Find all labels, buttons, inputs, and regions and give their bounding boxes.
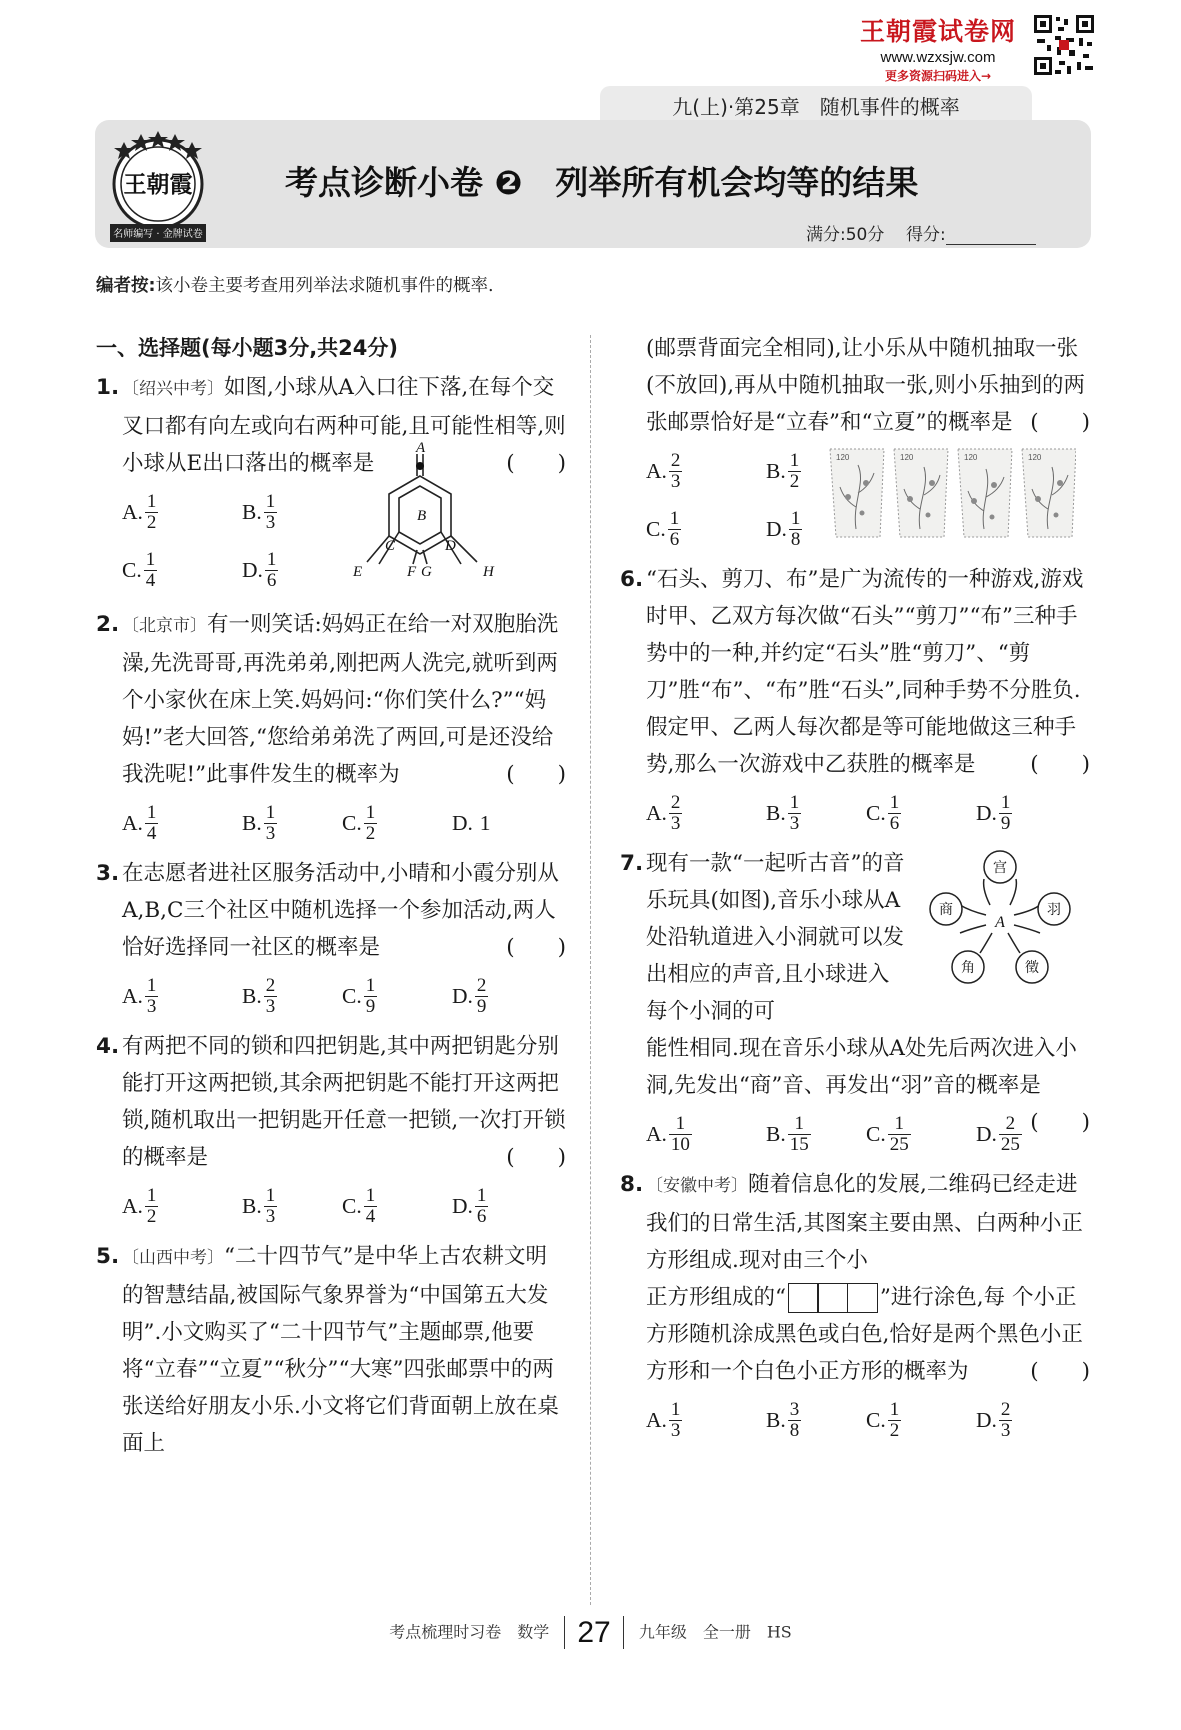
question-source: 〔北京市〕 bbox=[122, 616, 207, 636]
option-b[interactable]: B. $\frac{1}{3}$ bbox=[766, 791, 800, 834]
question-text: (邮票背面完全相同),让小乐从中随机抽取一张(不放回),再从中随机抽取一张,则小乐抽到的两张邮票恰好是“立春”和“立夏”的概率是 bbox=[646, 336, 1085, 435]
question-text: 能性相同.现在音乐小球从A处先后两次进入小洞,先发出“商”音、再发出“羽”音的概率是 bbox=[646, 1036, 1077, 1098]
brand-block bbox=[838, 12, 1038, 84]
score-line bbox=[806, 220, 1036, 245]
question-number: 8. bbox=[620, 1172, 644, 1197]
question-source: 〔绍兴中考〕 bbox=[122, 379, 224, 399]
option-a[interactable]: A. $\frac{2}{3}$ bbox=[646, 791, 681, 834]
question-source: 〔安徽中考〕 bbox=[646, 1176, 748, 1196]
options-row bbox=[646, 441, 801, 501]
option-d[interactable]: D. $\frac{2}{9}$ bbox=[452, 974, 487, 1017]
stamp-value: 120 bbox=[1028, 453, 1042, 462]
ball-path-figure bbox=[347, 440, 527, 580]
option-a[interactable]: A. $\frac{1}{3}$ bbox=[646, 1398, 681, 1441]
column-divider bbox=[590, 335, 591, 1605]
editor-note bbox=[96, 272, 494, 297]
question-text: 现有一款“一起听古音”的音乐玩具(如图),音乐小球从A处沿轨道进入小洞就可以发出相应的声音,且小球进入每个小洞的可 bbox=[646, 851, 905, 1024]
options-row bbox=[122, 793, 566, 853]
question-text: 如图,小球从A入口往下落,在每个交叉口都有向左或向右两种可能,且可能性相等,则小球从E出口落出的概率是 bbox=[122, 375, 566, 476]
question-text: “二十四节气”是中华上古农耕文明的智慧结晶,被国际气象界誉为“中国第五大发明”.小文购买了“二十四节气”主题邮票,他要将“立春”“立夏”“秋分”“大寒”四张邮票中的两张送给好朋友小乐.小文将它们背面朝上放在桌面上 bbox=[122, 1244, 559, 1456]
answer-paren[interactable]: ( ) bbox=[506, 1145, 566, 1170]
question-4 bbox=[96, 1028, 566, 1236]
page-footer bbox=[0, 1616, 1181, 1650]
stamp-value: 120 bbox=[964, 453, 978, 462]
stamp-value: 120 bbox=[900, 453, 914, 462]
label-e: E bbox=[353, 564, 363, 580]
question-5 bbox=[96, 1238, 566, 1462]
full-score: 满分:50分 bbox=[806, 225, 885, 245]
option-d[interactable]: D. 1 bbox=[452, 810, 491, 835]
question-number: 3. bbox=[96, 861, 120, 886]
option-c[interactable]: C. $\frac{1}{6}$ bbox=[646, 507, 680, 550]
question-number: 1. bbox=[96, 375, 120, 400]
option-a[interactable]: A. $\frac{1}{10}$ bbox=[646, 1112, 690, 1155]
options-row bbox=[646, 1390, 1090, 1450]
footer-left: 考点梳理时习卷 数学 bbox=[389, 1622, 550, 1642]
question-text: “石头、剪刀、布”是广为流传的一种游戏,游戏时甲、乙双方每次做“石头”“剪刀”“布”三种手势中的一种,并约定“石头”胜“剪刀”、“剪刀”胜“布”、“布”胜“石头”,同种手势不分胜负.假定甲、乙两人每次都是等可能地做这三种手势,那么一次游戏中乙获胜的概率是 bbox=[646, 567, 1084, 777]
option-c[interactable]: C. $\frac{1}{2}$ bbox=[342, 801, 376, 844]
question-text: 随着信息化的发展,二维码已经走进我们的日常生活,其图案主要由黑、白两种小正方形组成.现对由三个小 bbox=[646, 1172, 1083, 1273]
option-d[interactable]: D. $\frac{1}{8}$ bbox=[766, 507, 801, 550]
option-c[interactable]: C. $\frac{1}{6}$ bbox=[866, 791, 900, 834]
footer-right: 九年级 全一册 HS bbox=[638, 1622, 792, 1642]
answer-paren[interactable]: ( ) bbox=[1030, 1110, 1090, 1135]
brand-name: 王朝霞试卷网 bbox=[859, 17, 1016, 46]
stamps-figure bbox=[826, 443, 1076, 543]
option-d[interactable]: D. $\frac{1}{6}$ bbox=[242, 548, 277, 591]
wangzhaoxia-logo-icon bbox=[104, 128, 212, 246]
options-row bbox=[122, 540, 278, 600]
qr-code-icon[interactable] bbox=[1033, 14, 1095, 76]
question-number: 7. bbox=[620, 851, 644, 876]
label-f: F bbox=[407, 564, 417, 580]
option-b[interactable]: B. $\frac{3}{8}$ bbox=[766, 1398, 800, 1441]
answer-paren[interactable]: ( ) bbox=[506, 451, 566, 476]
paper-title: 考点诊断小卷 ❷ 列举所有机会均等的结果 bbox=[285, 163, 919, 202]
option-c[interactable]: C. $\frac{1}{4}$ bbox=[342, 1184, 376, 1227]
question-5-continued bbox=[620, 330, 1090, 559]
question-3 bbox=[96, 855, 566, 1026]
note-zhi: 徵 bbox=[1025, 960, 1039, 976]
question-number: 5. bbox=[96, 1244, 120, 1269]
question-number: 2. bbox=[96, 612, 120, 637]
score-label: 得分: bbox=[905, 225, 946, 245]
section-title: 一、选择题(每小题3分,共24分) bbox=[96, 336, 399, 360]
question-6 bbox=[620, 561, 1090, 843]
option-c[interactable]: C. $\frac{1}{25}$ bbox=[866, 1112, 909, 1155]
option-c[interactable]: C. $\frac{1}{2}$ bbox=[866, 1398, 900, 1441]
option-a[interactable]: A. $\frac{1}{2}$ bbox=[122, 490, 157, 533]
option-a[interactable]: A. $\frac{1}{3}$ bbox=[122, 974, 157, 1017]
option-b[interactable]: B. $\frac{1}{3}$ bbox=[242, 801, 276, 844]
answer-paren[interactable]: ( ) bbox=[506, 762, 566, 787]
options-row bbox=[646, 1104, 1030, 1164]
center-label: A bbox=[995, 914, 1005, 931]
chapter-tab: 九(上)·第25章 随机事件的概率 bbox=[600, 86, 1032, 124]
question-7 bbox=[620, 845, 1090, 1164]
editor-note-text: 该小卷主要考查用列举法求随机事件的概率. bbox=[155, 276, 494, 296]
page-number: 27 bbox=[564, 1616, 623, 1649]
options-row bbox=[646, 499, 802, 559]
option-b[interactable]: B. $\frac{1}{15}$ bbox=[766, 1112, 809, 1155]
question-2 bbox=[96, 606, 566, 853]
logo-ribbon: 名师编写 · 金牌试卷 bbox=[113, 229, 203, 240]
label-c: C bbox=[385, 538, 396, 554]
note-gong: 宫 bbox=[993, 860, 1007, 876]
three-square-figure bbox=[788, 1285, 878, 1310]
label-h: H bbox=[483, 564, 494, 580]
right-column bbox=[620, 330, 1090, 1450]
question-text: 正方形组成的“ bbox=[646, 1285, 786, 1310]
question-text: 有两把不同的锁和四把钥匙,其中两把钥匙分别能打开这两把锁,其余两把钥匙不能打开这两把锁,随机取出一把钥匙开任意一把锁,一次打开锁的概率是 bbox=[122, 1034, 566, 1170]
label-g: G bbox=[421, 564, 432, 580]
question-8 bbox=[620, 1166, 1090, 1450]
stamp-value: 120 bbox=[836, 453, 850, 462]
option-d[interactable]: D. $\frac{2}{3}$ bbox=[976, 1398, 1011, 1441]
label-a: A bbox=[416, 440, 426, 456]
note-yu: 羽 bbox=[1047, 902, 1061, 918]
question-text: 在志愿者进社区服务活动中,小晴和小霞分别从A,B,C三个社区中随机选择一个参加活动,两人恰好选择同一社区的概率是 bbox=[122, 861, 559, 960]
editor-note-label: 编者按: bbox=[96, 276, 156, 296]
option-d[interactable]: D. $\frac{2}{25}$ bbox=[976, 1112, 1020, 1155]
answer-paren[interactable]: ( ) bbox=[506, 935, 566, 960]
brand-url[interactable]: www.wzxsjw.com bbox=[880, 49, 996, 66]
options-row bbox=[122, 966, 566, 1026]
question-text: ”进行涂色,每 bbox=[879, 1285, 1006, 1310]
answer-paren[interactable]: ( ) bbox=[1030, 410, 1090, 435]
option-b[interactable]: B. $\frac{1}{2}$ bbox=[766, 449, 800, 492]
logo-name: 王朝霞 bbox=[123, 171, 193, 198]
option-c[interactable]: C. $\frac{1}{4}$ bbox=[122, 548, 156, 591]
brand-scan-text: 更多资源扫码进入→ bbox=[884, 69, 992, 83]
question-text: 有一则笑话:妈妈正在给一对双胞胎洗澡,先洗哥哥,再洗弟弟,刚把两人洗完,就听到两个小家伙在床上笑.妈妈问:“你们笑什么?”“妈妈!”老大回答,“您给弟弟洗了两回,可是还没给我洗呢!”此事件发生的概率为 bbox=[122, 612, 559, 787]
option-c[interactable]: C. $\frac{1}{9}$ bbox=[342, 974, 376, 1017]
music-toy-figure bbox=[920, 849, 1080, 989]
option-a[interactable]: A. $\frac{2}{3}$ bbox=[646, 449, 681, 492]
label-d: D bbox=[445, 538, 456, 554]
answer-paren[interactable]: ( ) bbox=[1030, 1359, 1090, 1384]
options-row bbox=[646, 783, 1090, 843]
question-source: 〔山西中考〕 bbox=[122, 1248, 224, 1268]
question-1 bbox=[96, 369, 566, 602]
option-b[interactable]: B. $\frac{1}{3}$ bbox=[242, 1184, 276, 1227]
score-blank[interactable] bbox=[946, 229, 1036, 245]
option-a[interactable]: A. $\frac{1}{2}$ bbox=[122, 1184, 157, 1227]
option-b[interactable]: B. $\frac{1}{3}$ bbox=[242, 490, 276, 533]
question-number: 6. bbox=[620, 567, 644, 592]
note-shang: 商 bbox=[939, 902, 953, 918]
option-d[interactable]: D. $\frac{1}{9}$ bbox=[976, 791, 1011, 834]
question-text: 个小正方形随机涂成黑色或白色,恰好是两个黑色小正方形和一个白色小正方形的概率为 bbox=[646, 1285, 1083, 1384]
label-b: B bbox=[417, 508, 427, 524]
left-column bbox=[96, 330, 566, 1462]
answer-paren[interactable]: ( ) bbox=[1030, 752, 1090, 777]
option-b[interactable]: B. $\frac{2}{3}$ bbox=[242, 974, 276, 1017]
options-row bbox=[122, 1176, 566, 1236]
options-row bbox=[122, 482, 277, 542]
question-number: 4. bbox=[96, 1034, 120, 1059]
option-a[interactable]: A. $\frac{1}{4}$ bbox=[122, 801, 157, 844]
note-jue: 角 bbox=[961, 960, 975, 976]
option-d[interactable]: D. $\frac{1}{6}$ bbox=[452, 1184, 487, 1227]
